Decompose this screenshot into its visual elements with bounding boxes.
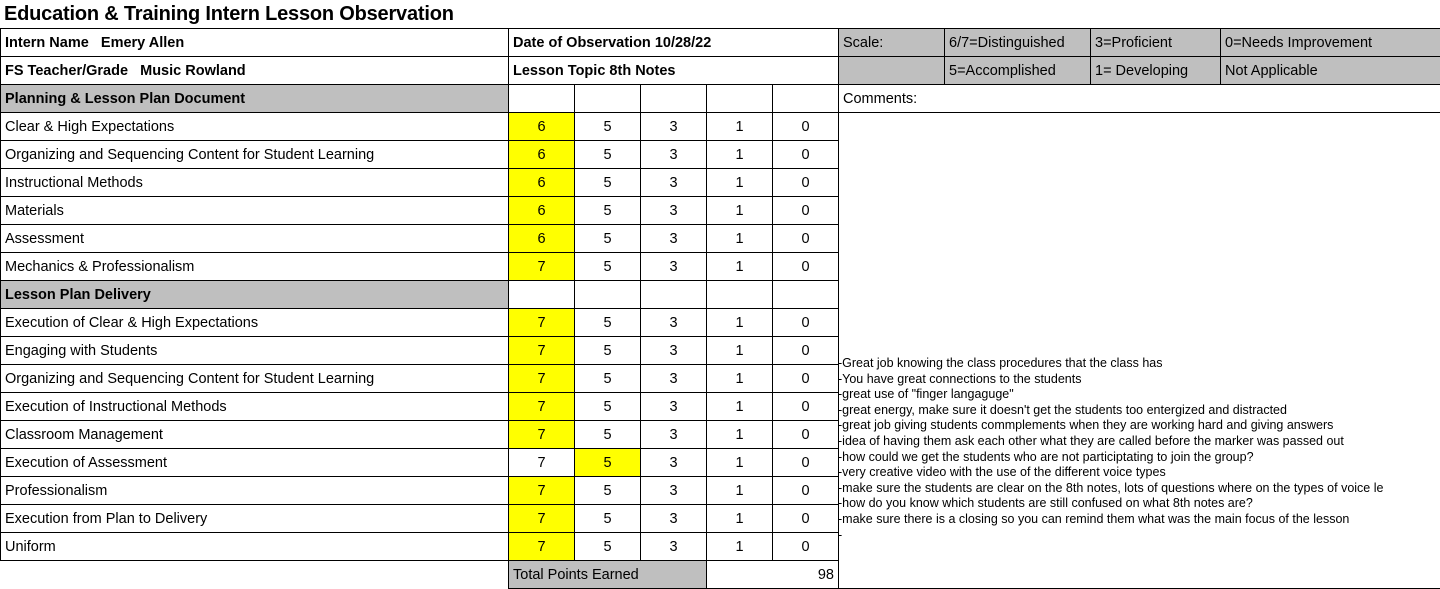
- score-cell[interactable]: 1: [707, 449, 773, 477]
- criterion-label: Execution of Assessment: [1, 449, 509, 477]
- scale-label: Scale:: [843, 35, 883, 51]
- comment-line: -great use of "finger langaguge": [838, 387, 1438, 403]
- criterion-label: Organizing and Sequencing Content for Student Learning: [1, 365, 509, 393]
- score-cell[interactable]: 3: [641, 449, 707, 477]
- score-cell[interactable]: 7: [509, 533, 575, 561]
- scale-needs-improvement-cell: 0=Needs Improvement: [1221, 29, 1440, 57]
- score-cell[interactable]: 0: [773, 225, 839, 253]
- section-heading-delivery: Lesson Plan Delivery: [1, 281, 509, 309]
- scale-spacer-cell: [839, 57, 945, 85]
- comments-area[interactable]: [839, 141, 1440, 169]
- score-cell[interactable]: 5: [575, 309, 641, 337]
- score-cell[interactable]: 5: [575, 141, 641, 169]
- intern-name-cell[interactable]: [1, 29, 509, 57]
- criterion-label: Professionalism: [1, 477, 509, 505]
- score-cell[interactable]: 3: [641, 113, 707, 141]
- section-heading-row: [1, 85, 1440, 113]
- table-row: [1, 309, 1440, 337]
- total-spacer: [1, 561, 509, 589]
- topic-cell[interactable]: [509, 57, 839, 85]
- score-cell[interactable]: 7: [509, 477, 575, 505]
- score-cell[interactable]: 1: [707, 365, 773, 393]
- score-cell[interactable]: 5: [575, 421, 641, 449]
- section-blank-4: [707, 281, 773, 309]
- score-cell[interactable]: 1: [707, 169, 773, 197]
- comments-area-bottom[interactable]: [839, 561, 1440, 589]
- score-cell[interactable]: 7: [509, 365, 575, 393]
- comment-line: -You have great connections to the students: [838, 372, 1438, 388]
- date-cell[interactable]: [509, 29, 839, 57]
- scale-label-cell: [839, 29, 945, 57]
- page-title: Education & Training Intern Lesson Observation: [0, 3, 454, 26]
- score-cell[interactable]: 0: [773, 393, 839, 421]
- score-cell[interactable]: 7: [509, 505, 575, 533]
- criterion-label: Execution from Plan to Delivery: [1, 505, 509, 533]
- score-cell[interactable]: 5: [575, 197, 641, 225]
- score-cell[interactable]: 7: [509, 309, 575, 337]
- score-cell[interactable]: 1: [707, 393, 773, 421]
- scale-proficient-cell: 3=Proficient: [1091, 29, 1221, 57]
- section-heading-planning: Planning & Lesson Plan Document: [1, 85, 509, 113]
- score-cell[interactable]: 5: [575, 225, 641, 253]
- criterion-label: Clear & High Expectations: [1, 113, 509, 141]
- score-cell[interactable]: 3: [641, 393, 707, 421]
- comment-line: -make sure the students are clear on the 8th notes, lots of questions where on the types of voice le: [838, 481, 1438, 497]
- score-cell[interactable]: 0: [773, 197, 839, 225]
- intern-name-value: Emery Allen: [101, 35, 184, 51]
- score-cell[interactable]: 5: [575, 253, 641, 281]
- total-row: [1, 561, 1440, 589]
- score-cell[interactable]: 7: [509, 449, 575, 477]
- score-cell[interactable]: 5: [575, 533, 641, 561]
- comments-area[interactable]: [839, 169, 1440, 197]
- score-cell[interactable]: 1: [707, 337, 773, 365]
- score-cell[interactable]: 7: [509, 253, 575, 281]
- criterion-label: Instructional Methods: [1, 169, 509, 197]
- section-blank-2: [575, 281, 641, 309]
- score-cell[interactable]: 3: [641, 169, 707, 197]
- topic-label: Lesson Topic: [513, 63, 605, 79]
- score-cell[interactable]: 1: [707, 253, 773, 281]
- score-cell[interactable]: 0: [773, 505, 839, 533]
- score-cell[interactable]: 3: [641, 141, 707, 169]
- score-cell[interactable]: 1: [707, 477, 773, 505]
- header-row-teacher: [1, 57, 1440, 85]
- score-cell[interactable]: 5: [575, 337, 641, 365]
- criterion-label: Uniform: [1, 533, 509, 561]
- header-row-intern: [1, 29, 1440, 57]
- intern-name-label: Intern Name: [5, 35, 89, 51]
- table-row: [1, 253, 1440, 281]
- score-cell[interactable]: 3: [641, 477, 707, 505]
- criterion-label: Execution of Clear & High Expectations: [1, 309, 509, 337]
- score-cell[interactable]: 3: [641, 533, 707, 561]
- section-heading-row: [1, 281, 1440, 309]
- teacher-label: FS Teacher/Grade: [5, 63, 128, 79]
- scale-not-applicable-cell: Not Applicable: [1221, 57, 1440, 85]
- section-blank-5: [773, 85, 839, 113]
- section-blank-1: [509, 281, 575, 309]
- score-cell[interactable]: 0: [773, 533, 839, 561]
- score-cell[interactable]: 5: [575, 393, 641, 421]
- scale-distinguished-cell: 6/7=Distinguished: [945, 29, 1091, 57]
- teacher-value: Music Rowland: [140, 63, 246, 79]
- comment-line: -how could we get the students who are not participtating to join the group?: [838, 450, 1438, 466]
- score-cell[interactable]: 7: [509, 421, 575, 449]
- criterion-label: Execution of Instructional Methods: [1, 393, 509, 421]
- score-cell[interactable]: 0: [773, 477, 839, 505]
- score-cell[interactable]: 7: [509, 337, 575, 365]
- score-cell[interactable]: 3: [641, 337, 707, 365]
- comments-area[interactable]: [839, 225, 1440, 253]
- scale-developing-cell: 1= Developing: [1091, 57, 1221, 85]
- score-cell[interactable]: 6: [509, 225, 575, 253]
- date-value: 10/28/22: [655, 35, 711, 51]
- score-cell[interactable]: 0: [773, 421, 839, 449]
- comments-area[interactable]: [839, 197, 1440, 225]
- score-cell[interactable]: 3: [641, 225, 707, 253]
- score-cell[interactable]: 0: [773, 309, 839, 337]
- criterion-label: Materials: [1, 197, 509, 225]
- score-cell[interactable]: 6: [509, 141, 575, 169]
- score-cell[interactable]: 5: [575, 477, 641, 505]
- score-cell[interactable]: 1: [707, 505, 773, 533]
- section-blank-5: [773, 281, 839, 309]
- score-cell[interactable]: 0: [773, 141, 839, 169]
- table-row: [1, 113, 1440, 141]
- comments-area[interactable]: [839, 309, 1440, 337]
- comment-line: -Great job knowing the class procedures that the class has: [838, 356, 1438, 372]
- score-cell[interactable]: 0: [773, 365, 839, 393]
- score-cell[interactable]: 1: [707, 309, 773, 337]
- section-blank-3: [641, 85, 707, 113]
- score-cell[interactable]: 3: [641, 197, 707, 225]
- topic-value: 8th Notes: [609, 63, 675, 79]
- score-cell[interactable]: 3: [641, 253, 707, 281]
- total-points-value[interactable]: 98: [707, 561, 839, 589]
- section-blank-3: [641, 281, 707, 309]
- comments-area[interactable]: [839, 113, 1440, 141]
- score-cell[interactable]: 3: [641, 421, 707, 449]
- comment-line: -great job giving students commplements when they are working hard and giving answers: [838, 418, 1438, 434]
- comment-line: -how do you know which students are still confused on what 8th notes are?: [838, 496, 1438, 512]
- score-cell[interactable]: 5: [575, 505, 641, 533]
- table-row: [1, 169, 1440, 197]
- scale-accomplished-cell: 5=Accomplished: [945, 57, 1091, 85]
- score-cell[interactable]: 3: [641, 309, 707, 337]
- comment-line: -great energy, make sure it doesn't get the students too entergized and distracted: [838, 403, 1438, 419]
- criterion-label: Classroom Management: [1, 421, 509, 449]
- table-row: [1, 141, 1440, 169]
- comment-line: -very creative video with the use of the different voice types: [838, 465, 1438, 481]
- table-row: [1, 197, 1440, 225]
- section-blank-4: [707, 85, 773, 113]
- criterion-label: Organizing and Sequencing Content for Student Learning: [1, 141, 509, 169]
- score-cell[interactable]: 0: [773, 253, 839, 281]
- total-points-label: Total Points Earned: [509, 561, 707, 589]
- score-cell[interactable]: 5: [575, 169, 641, 197]
- score-cell[interactable]: 0: [773, 337, 839, 365]
- comments-text: [838, 356, 1438, 543]
- comment-line: -idea of having them ask each other what they are called before the marker was passed out: [838, 434, 1438, 450]
- comments-area[interactable]: [839, 253, 1440, 281]
- criterion-label: Mechanics & Professionalism: [1, 253, 509, 281]
- score-cell[interactable]: 7: [509, 393, 575, 421]
- comment-line: -: [838, 528, 1438, 544]
- score-cell[interactable]: 1: [707, 113, 773, 141]
- section-blank-2: [575, 85, 641, 113]
- criterion-label: Assessment: [1, 225, 509, 253]
- title-row: [0, 0, 1440, 28]
- score-cell[interactable]: 5: [575, 365, 641, 393]
- score-cell[interactable]: 6: [509, 113, 575, 141]
- score-cell[interactable]: 6: [509, 197, 575, 225]
- comments-label-cell: Comments:: [839, 85, 1440, 113]
- teacher-cell[interactable]: [1, 57, 509, 85]
- score-cell[interactable]: 1: [707, 197, 773, 225]
- comments-area[interactable]: [839, 281, 1440, 309]
- date-label: Date of Observation: [513, 35, 651, 51]
- score-cell[interactable]: 5: [575, 449, 641, 477]
- comment-line: -make sure there is a closing so you can remind them what was the main focus of the lesson: [838, 512, 1438, 528]
- score-cell[interactable]: 6: [509, 169, 575, 197]
- score-cell[interactable]: 0: [773, 169, 839, 197]
- score-cell[interactable]: 1: [707, 421, 773, 449]
- criterion-label: Engaging with Students: [1, 337, 509, 365]
- section-blank-1: [509, 85, 575, 113]
- table-row: [1, 225, 1440, 253]
- score-cell[interactable]: 0: [773, 449, 839, 477]
- score-cell[interactable]: 1: [707, 225, 773, 253]
- score-cell[interactable]: 3: [641, 365, 707, 393]
- score-cell[interactable]: 3: [641, 505, 707, 533]
- score-cell[interactable]: 1: [707, 533, 773, 561]
- score-cell[interactable]: 5: [575, 113, 641, 141]
- score-cell[interactable]: 0: [773, 113, 839, 141]
- score-cell[interactable]: 1: [707, 141, 773, 169]
